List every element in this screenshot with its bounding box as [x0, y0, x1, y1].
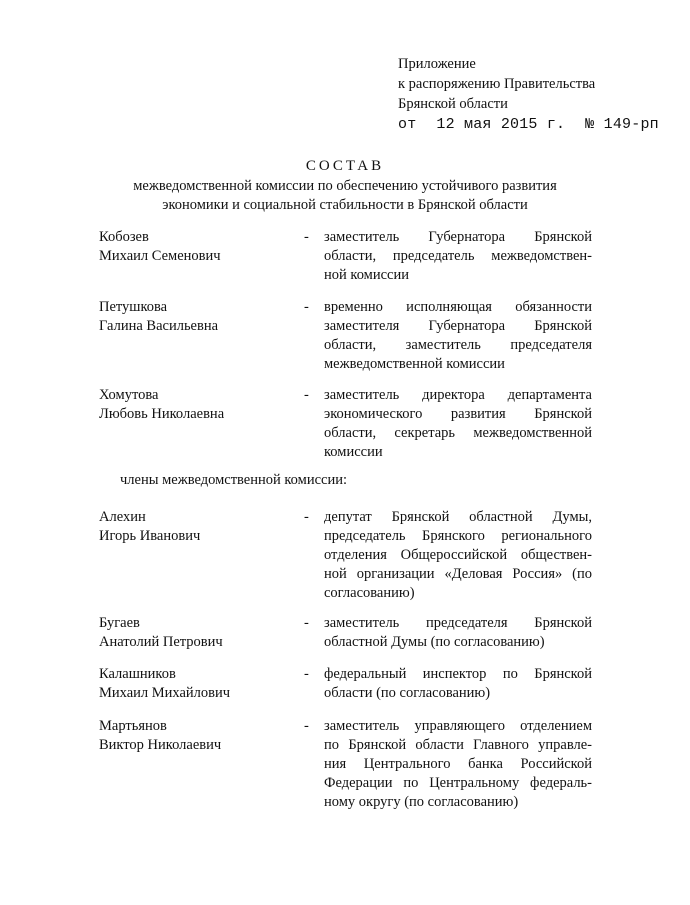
role-line: ной комиссии	[324, 267, 410, 283]
member-role	[324, 386, 592, 462]
member-given-name: Галина Васильевна	[99, 318, 219, 334]
members-label: члены межведомственной комиссии:	[120, 472, 348, 488]
appendix-region: Брянской области	[398, 96, 508, 112]
role-line: федеральный инспектор по Брянской	[324, 666, 592, 682]
appendix-block	[398, 54, 659, 135]
appendix-title: Приложение	[398, 56, 476, 72]
role-line: областной Думы (по согласованию)	[324, 634, 545, 650]
member-surname: Мартьянов	[99, 718, 167, 734]
subtitle-line: межведомственной комиссии по обеспечению устойчивого развития	[133, 178, 557, 194]
entry-dash: -	[304, 666, 309, 682]
member-surname: Калашников	[99, 666, 176, 682]
entry-dash: -	[304, 718, 309, 734]
member-name	[99, 298, 299, 336]
member-surname: Алехин	[99, 509, 146, 525]
member-role	[324, 228, 592, 285]
member-given-name: Виктор Николаевич	[99, 737, 222, 753]
subtitle-line: экономики и социальной стабильности в Брянской области	[162, 197, 528, 213]
member-name	[99, 386, 299, 424]
member-role	[324, 665, 592, 703]
role-line: области, заместитель председателя	[324, 337, 592, 353]
role-line: согласованию)	[324, 585, 415, 601]
member-given-name: Михаил Михайлович	[99, 685, 231, 701]
member-given-name: Анатолий Петрович	[99, 634, 223, 650]
member-surname: Хомутова	[99, 387, 159, 403]
role-line: межведомственной комиссии	[324, 356, 505, 372]
member-surname: Бугаев	[99, 615, 140, 631]
member-given-name: Игорь Иванович	[99, 528, 201, 544]
role-line: отделения Общероссийской обществен-	[324, 547, 592, 563]
role-line: экономического развития Брянской	[324, 406, 592, 422]
role-line: области, председатель межведомствен-	[324, 248, 592, 264]
entry-dash: -	[304, 229, 309, 245]
role-line: ния Центрального банка Российской	[324, 756, 592, 772]
member-name	[99, 717, 299, 755]
role-line: Федерации по Центральному федераль-	[324, 775, 592, 791]
role-line: комиссии	[324, 444, 383, 460]
member-given-name: Михаил Семенович	[99, 248, 221, 264]
member-role	[324, 614, 592, 652]
member-surname: Кобозев	[99, 229, 149, 245]
role-line: ному округу (по согласованию)	[324, 794, 519, 810]
order-date: 12 мая 2015 г.	[436, 116, 566, 133]
role-line: области (по согласованию)	[324, 685, 491, 701]
entry-dash: -	[304, 509, 309, 525]
role-line: заместитель председателя Брянской	[324, 615, 592, 631]
member-name	[99, 228, 299, 266]
date-prefix: от	[398, 116, 417, 133]
member-name	[99, 508, 299, 546]
member-given-name: Любовь Николаевна	[99, 406, 225, 422]
role-line: заместитель Губернатора Брянской	[324, 229, 592, 245]
role-line: временно исполняющая обязанности	[324, 299, 592, 315]
member-role	[324, 717, 592, 812]
appendix-order-ref: к распоряжению Правительства	[398, 76, 596, 92]
appendix-date-line	[398, 115, 659, 135]
order-number: № 149-рп	[585, 116, 659, 133]
role-line: по Брянской области Главного управле-	[324, 737, 592, 753]
member-role	[324, 508, 592, 603]
entry-dash: -	[304, 387, 309, 403]
role-line: области, секретарь межведомственной	[324, 425, 592, 441]
role-line: заместителя Губернатора Брянской	[324, 318, 592, 334]
entry-dash: -	[304, 615, 309, 631]
document-title: СОСТАВ	[305, 158, 385, 174]
member-name	[99, 614, 299, 652]
member-role	[324, 298, 592, 374]
role-line: заместитель директора департамента	[324, 387, 592, 403]
member-surname: Петушкова	[99, 299, 168, 315]
role-line: заместитель управляющего отделением	[324, 718, 592, 734]
document-subtitle	[100, 177, 590, 215]
entry-dash: -	[304, 299, 309, 315]
member-name	[99, 665, 299, 703]
role-line: председатель Брянского регионального	[324, 528, 592, 544]
role-line: ной организации «Деловая Россия» (по	[324, 566, 592, 582]
role-line: депутат Брянской областной Думы,	[324, 509, 592, 525]
